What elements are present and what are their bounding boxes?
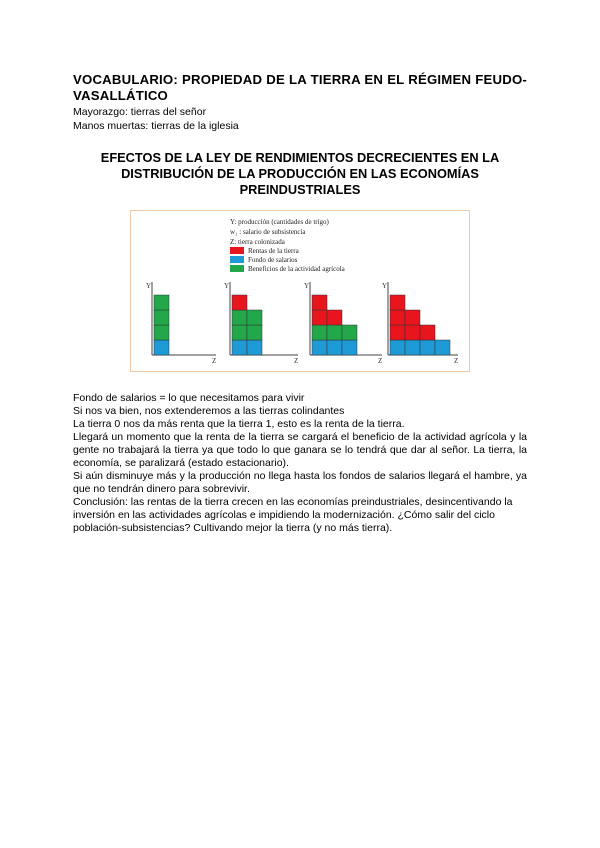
panel-3-col-2-renta-cell — [327, 310, 342, 325]
panel-1-y-label: Y — [146, 282, 152, 290]
panel-1-col-1-salarios-cell — [154, 340, 169, 355]
panel-2-col-1-beneficios-cell — [232, 325, 247, 340]
panel-1-col-1-beneficios-cell — [154, 295, 169, 310]
legend-swatch-beneficios — [230, 265, 244, 272]
panel-4-col-1-renta-cell — [390, 325, 405, 340]
panel-3-col-2-beneficios-cell — [327, 325, 342, 340]
panel-4-col-1-salarios-cell — [390, 340, 405, 355]
panel-4-col-3-renta-cell — [420, 325, 435, 340]
legend-swatch-renta — [230, 247, 244, 254]
panel-3-x-label: Z — [378, 357, 383, 365]
panel-1-col-1-beneficios-cell — [154, 310, 169, 325]
vocab-title: VOCABULARIO: PROPIEDAD DE LA TIERRA EN EL RÉGIMEN FEUDO-VASALLÁTICO — [73, 72, 527, 103]
panel-2-col-1-renta-cell — [232, 295, 247, 310]
panel-4-col-2-salarios-cell — [405, 340, 420, 355]
panel-3-col-2-salarios-cell — [327, 340, 342, 355]
panel-3-col-1-beneficios-cell — [312, 325, 327, 340]
panel-4-col-4-salarios-cell — [435, 340, 450, 355]
panel-2-col-2-beneficios-cell — [247, 310, 262, 325]
legend-label-renta: Rentas de la tierra — [248, 247, 299, 255]
panel-3-col-1-salarios-cell — [312, 340, 327, 355]
panel-3-y-label: Y — [304, 282, 310, 290]
paragraph-renta-tierra: La tierra 0 nos da más renta que la tierra 1, esto es la renta de la tierra. — [73, 418, 405, 430]
production-distribution-diagram — [130, 210, 470, 372]
body-text — [73, 392, 527, 535]
effects-title: EFECTOS DE LA LEY DE RENDIMIENTOS DECRECIENTES EN LA DISTRIBUCIÓN DE LA PRODUCCIÓN EN LAS ECONOMÍAS PREINDUSTRIALES — [100, 150, 500, 197]
panel-4-x-label: Z — [454, 357, 459, 365]
panel-3-col-3-beneficios-cell — [342, 325, 357, 340]
panel-2-col-1-beneficios-cell — [232, 310, 247, 325]
paragraph-estado-estacionario: Llegará un momento que la renta de la tierra se cargará el beneficio de la actividad agrícola y la gente no trabajará la tierra ya que todo lo que ganara se lo tendrá que dar al señor. La tierra, la economía, se paralizará (estado estacionario). — [73, 431, 527, 469]
panel-2-col-2-salarios-cell — [247, 340, 262, 355]
panel-1-col-1-beneficios-cell — [154, 325, 169, 340]
paragraph-hambre: Si aún disminuye más y la producción no llega hasta los fondos de salarios llegará el hambre, ya que no tendrán dinero para sobrevivir. — [73, 470, 527, 495]
panel-4-y-label: Y — [382, 282, 388, 290]
panel-2-y-label: Y — [224, 282, 230, 290]
vocab-item-mayorazgo: Mayorazgo: tierras del señor — [73, 106, 207, 118]
panel-1-x-label: Z — [212, 357, 217, 365]
panel-2-col-1-salarios-cell — [232, 340, 247, 355]
panel-4-col-1-renta-cell — [390, 295, 405, 310]
paragraph-fondo-salarios: Fondo de salarios = lo que necesitamos para vivir — [73, 392, 305, 404]
panel-3-col-1-renta-cell — [312, 295, 327, 310]
legend-swatch-salarios — [230, 256, 244, 263]
panel-4-col-2-renta-cell — [405, 310, 420, 325]
panel-4-col-2-renta-cell — [405, 325, 420, 340]
production-distribution-figure — [130, 210, 470, 372]
panel-3-col-1-renta-cell — [312, 310, 327, 325]
panel-4-col-3-salarios-cell — [420, 340, 435, 355]
legend-label-salarios: Fondo de salarios — [248, 256, 298, 264]
vocab-item-manos-muertas: Manos muertas: tierras de la iglesia — [73, 120, 239, 132]
legend-line-y: Y: producción (cantidades de trigo) — [230, 218, 329, 226]
paragraph-conclusion: Conclusión: las rentas de la tierra crecen en las economías preindustriales, desincentivando la inversión en las actividades agrícolas e impidiendo la modernización. ¿Cómo salir del ciclo población-subsistencias? Cultivando mejor la tierra (y no más tierra). — [73, 496, 513, 534]
legend-line-w: w₁ : salario de subsistencia — [230, 228, 306, 236]
panel-2-col-2-beneficios-cell — [247, 325, 262, 340]
panel-2-x-label: Z — [294, 357, 299, 365]
panel-4-col-1-renta-cell — [390, 310, 405, 325]
paragraph-tierras-colindantes: Si nos va bien, nos extenderemos a las tierras colindantes — [73, 405, 345, 417]
legend-line-z: Z: tierra colonizada — [230, 238, 285, 246]
panel-3-col-3-salarios-cell — [342, 340, 357, 355]
legend-label-beneficios: Beneficios de la actividad agrícola — [248, 265, 345, 273]
